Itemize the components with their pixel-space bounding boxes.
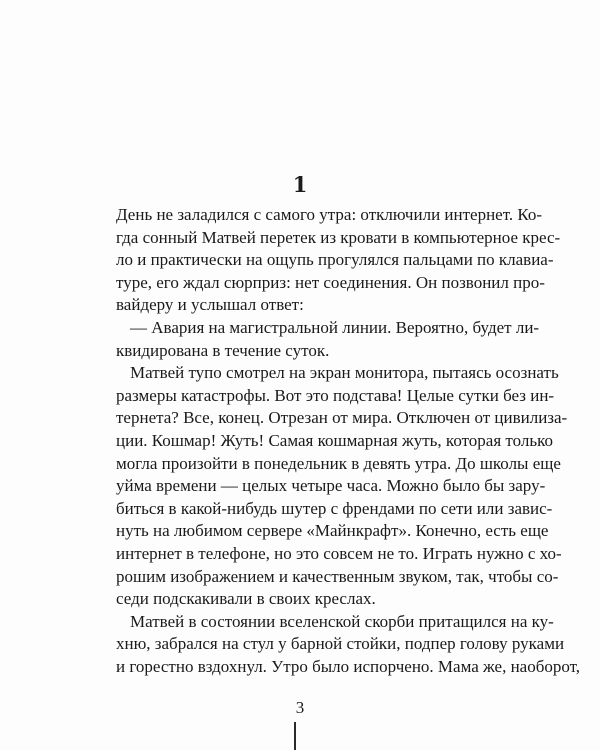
text-line: вайдеру и услышал ответ: xyxy=(116,295,304,315)
text-line: гда сонный Матвей перетек из кровати в компьютерное крес- xyxy=(116,227,561,247)
text-line: седи подскакивали в своих креслах. xyxy=(116,589,376,609)
text-line: ции. Кошмар! Жуть! Самая кошмарная жуть, которая только xyxy=(116,430,554,450)
text-line: квидирована в течение суток. xyxy=(116,340,330,360)
text-line: Матвей тупо смотрел на экран монитора, пытаясь осознать xyxy=(130,363,559,383)
text-line: биться в какой-нибудь шутер с френдами по сети или завис- xyxy=(116,498,553,518)
page-number-rule xyxy=(294,722,296,750)
text-line: могла произойти в понедельник в девять утра. До школы еще xyxy=(116,453,561,473)
chapter-number: 1 xyxy=(292,172,308,197)
text-line: Матвей в состоянии вселенской скорби притащился на ку- xyxy=(130,611,554,631)
text-line: — Авария на магистральной линии. Вероятно, будет ли- xyxy=(130,317,540,337)
text-line: тернета? Все, конец. Отрезан от мира. Отключен от цивилиза- xyxy=(116,408,568,428)
text-line: День не заладился с самого утра: отключили интернет. Ко- xyxy=(116,205,543,224)
text-line: хню, забрался на стул у барной стойки, подпер голову руками xyxy=(116,634,565,654)
body-text xyxy=(116,204,581,678)
text-line: ло и практически на ощупь прогулялся пальцами по клавиа- xyxy=(116,250,554,270)
text-line: интернет в телефоне, но это совсем не то. Играть нужно с хо- xyxy=(116,543,562,563)
text-line: и горестно вздохнул. Утро было испорчено. Мама же, наоборот, xyxy=(116,656,581,676)
text-line: рошим изображением и качественным звуком, так, чтобы со- xyxy=(116,566,559,586)
page-number: 3 xyxy=(295,698,305,717)
text-line: размеры катастрофы. Вот это подстава! Целые сутки без ин- xyxy=(116,385,555,405)
text-line: туре, его ждал сюрприз: нет соединения. Он позвонил про- xyxy=(116,272,545,292)
text-line: уйма времени — целых четыре часа. Можно было бы зару- xyxy=(116,476,546,496)
text-line: нуть на любимом сервере «Майнкрафт». Конечно, есть еще xyxy=(116,521,549,541)
